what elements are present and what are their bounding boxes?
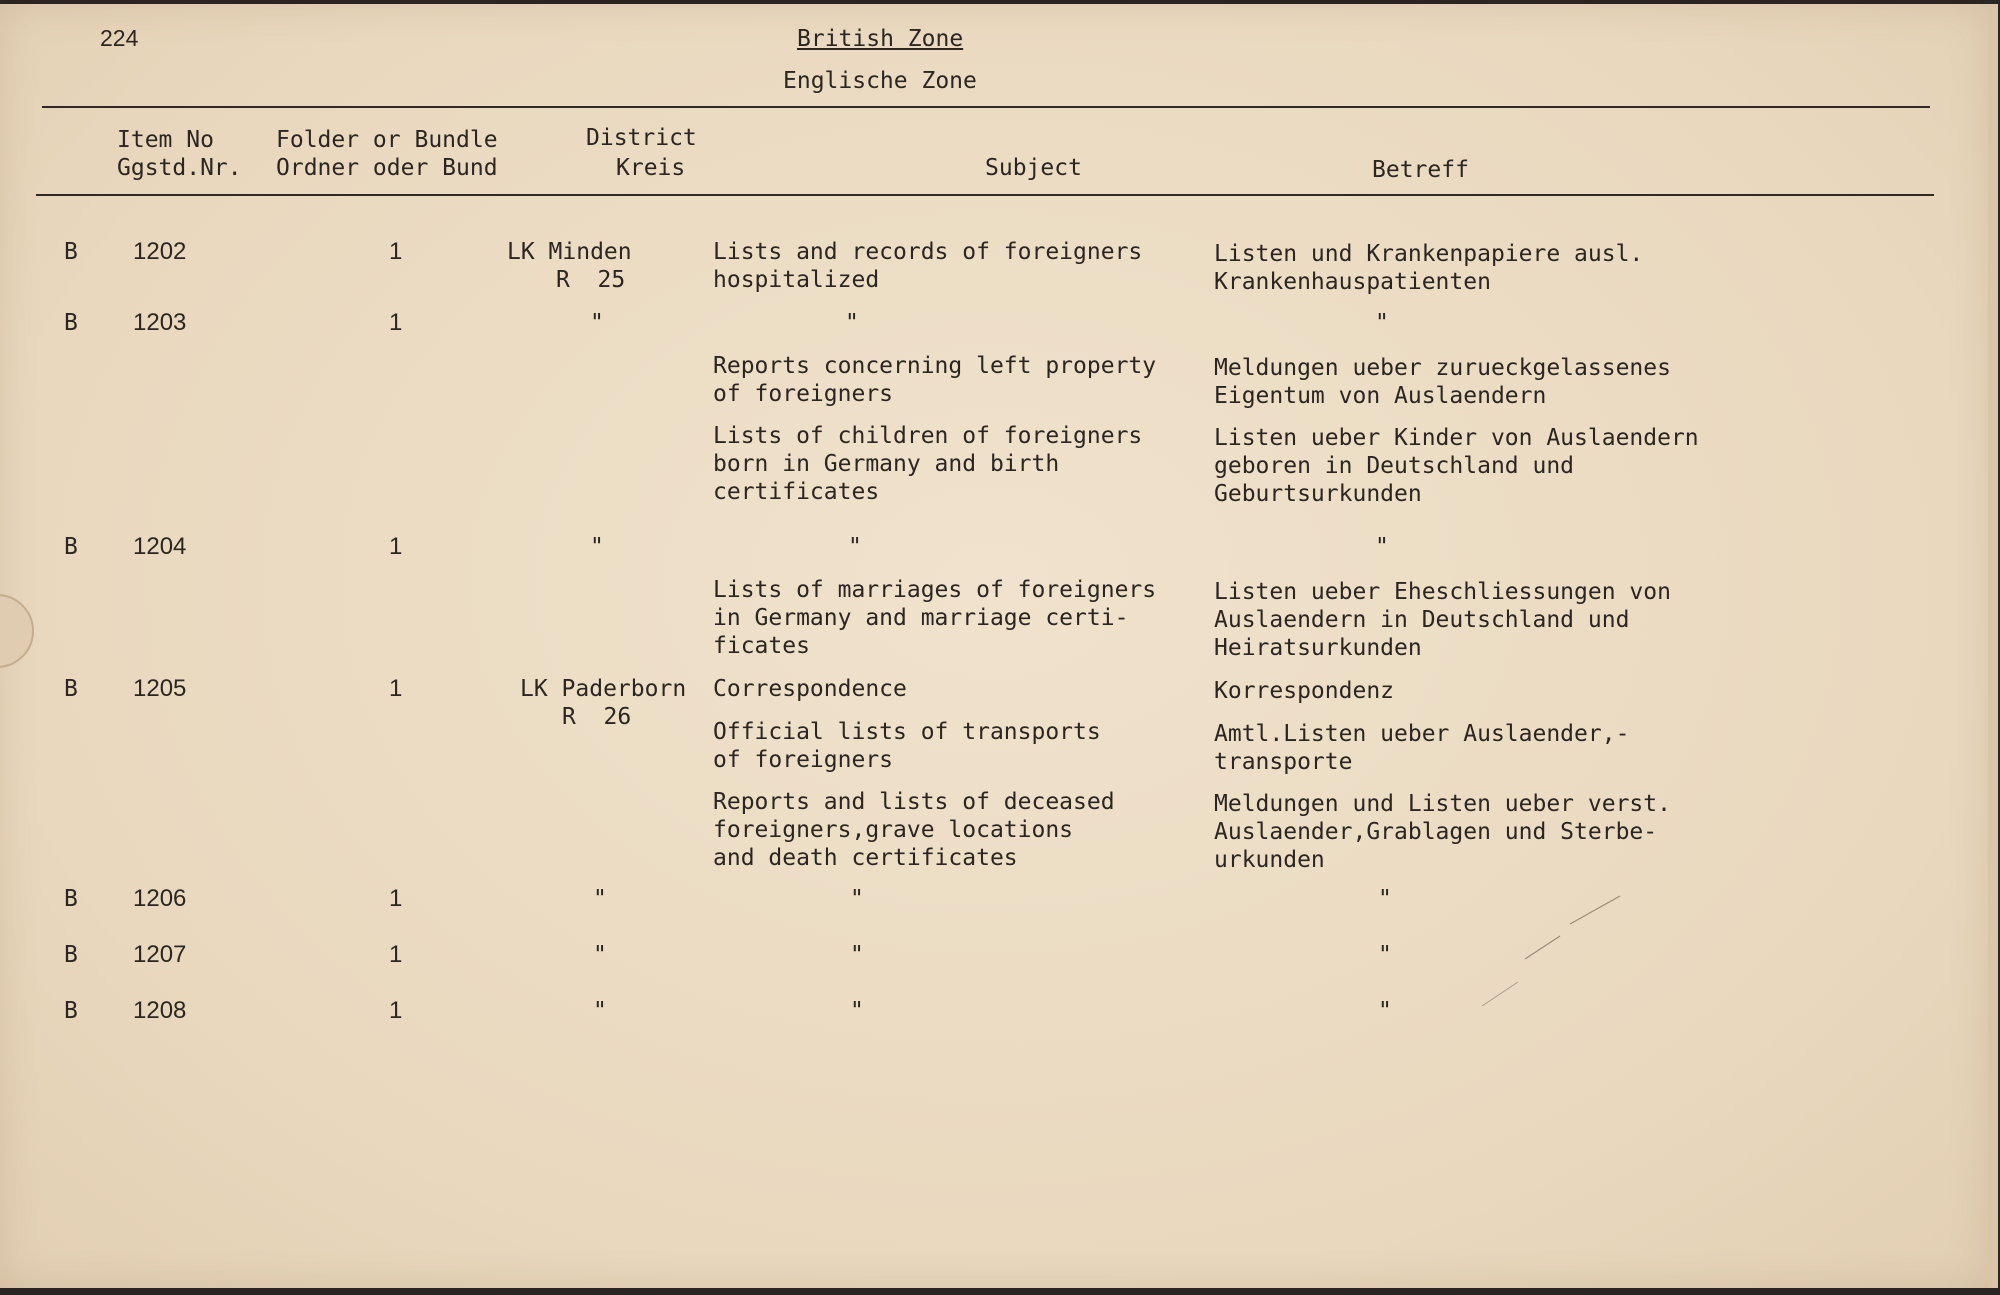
header-item-no-de: Ggstd.Nr.: [117, 155, 242, 181]
subject-en: Lists and records of foreigners hospitalized: [713, 239, 1143, 293]
subject-en: Reports and lists of deceased foreigners,grave locations and death certificates: [713, 789, 1115, 871]
header-bottom-rule: [36, 194, 1934, 196]
ditto-mark: ": [593, 886, 607, 912]
row-letter: B: [64, 942, 78, 968]
row-letter: B: [64, 998, 78, 1024]
page-number: 224: [100, 25, 139, 51]
row-district: LK Minden: [507, 239, 632, 265]
subject-de: Listen ueber Kinder von Auslaendern geboren in Deutschland und Geburtsurkunden: [1214, 425, 1699, 507]
ditto-mark: ": [850, 942, 864, 968]
row-district: LK Paderborn: [520, 676, 687, 702]
header-district-de: Kreis: [616, 155, 686, 181]
row-item-no: 1202: [133, 238, 187, 265]
row-folder: 1: [389, 238, 403, 265]
subject-en: Lists of marriages of foreigners in Germany and marriage certi- ficates: [713, 577, 1157, 659]
ditto-mark: ": [848, 534, 862, 560]
row-item-no: 1205: [133, 675, 187, 702]
subject-en: Lists of children of foreigners born in Germany and birth certificates: [713, 423, 1143, 505]
row-district-number: R 25: [556, 267, 626, 293]
row-item-no: 1203: [133, 309, 187, 336]
row-folder: 1: [389, 997, 403, 1024]
zone-title-de: Englische Zone: [783, 68, 977, 94]
ditto-mark: ": [850, 886, 864, 912]
ditto-mark: ": [593, 942, 607, 968]
row-item-no: 1204: [133, 533, 187, 560]
ditto-mark: ": [845, 310, 859, 336]
row-letter: B: [64, 676, 78, 702]
zone-title-en: British Zone: [797, 26, 964, 52]
row-folder: 1: [389, 533, 403, 560]
row-item-no: 1208: [133, 997, 187, 1024]
header-subject: Subject: [985, 155, 1082, 181]
document-page: [0, 4, 1998, 1288]
punch-hole: [0, 594, 34, 668]
subject-de: Korrespondenz: [1214, 678, 1395, 704]
header-item-no-en: Item No: [117, 127, 214, 153]
row-letter: B: [64, 534, 78, 560]
ditto-mark: ": [590, 310, 604, 336]
ditto-mark: ": [1378, 942, 1392, 968]
row-item-no: 1207: [133, 941, 187, 968]
row-letter: B: [64, 310, 78, 336]
subject-en: Reports concerning left property of foreigners: [713, 353, 1157, 407]
subject-en: Official lists of transports of foreigners: [713, 719, 1101, 773]
header-folder-en: Folder or Bundle: [276, 127, 498, 153]
subject-de: Amtl.Listen ueber Auslaender,- transporte: [1214, 721, 1630, 775]
row-folder: 1: [389, 885, 403, 912]
ditto-mark: ": [1378, 886, 1392, 912]
subject-de: Listen und Krankenpapiere ausl. Krankenhauspatienten: [1214, 241, 1644, 295]
ditto-mark: ": [593, 998, 607, 1024]
ditto-mark: ": [1375, 534, 1389, 560]
subject-en: Correspondence: [713, 676, 907, 702]
ditto-mark: ": [590, 534, 604, 560]
header-top-rule: [42, 106, 1930, 108]
subject-de: Meldungen ueber zurueckgelassenes Eigentum von Auslaendern: [1214, 355, 1671, 409]
row-item-no: 1206: [133, 885, 187, 912]
row-folder: 1: [389, 941, 403, 968]
ditto-mark: ": [1378, 998, 1392, 1024]
row-letter: B: [64, 886, 78, 912]
subject-de: Listen ueber Eheschliessungen von Auslaendern in Deutschland und Heiratsurkunden: [1214, 579, 1671, 661]
pencil-marks: [1470, 894, 1630, 1014]
row-letter: B: [64, 239, 78, 265]
ditto-mark: ": [850, 998, 864, 1024]
row-district-number: R 26: [562, 704, 632, 730]
header-betreff: Betreff: [1372, 157, 1469, 183]
subject-de: Meldungen und Listen ueber verst. Auslaender,Grablagen und Sterbe- urkunden: [1214, 791, 1671, 873]
row-folder: 1: [389, 309, 403, 336]
ditto-mark: ": [1375, 310, 1389, 336]
header-district-en: District: [586, 125, 697, 151]
header-folder-de: Ordner oder Bund: [276, 155, 498, 181]
row-folder: 1: [389, 675, 403, 702]
